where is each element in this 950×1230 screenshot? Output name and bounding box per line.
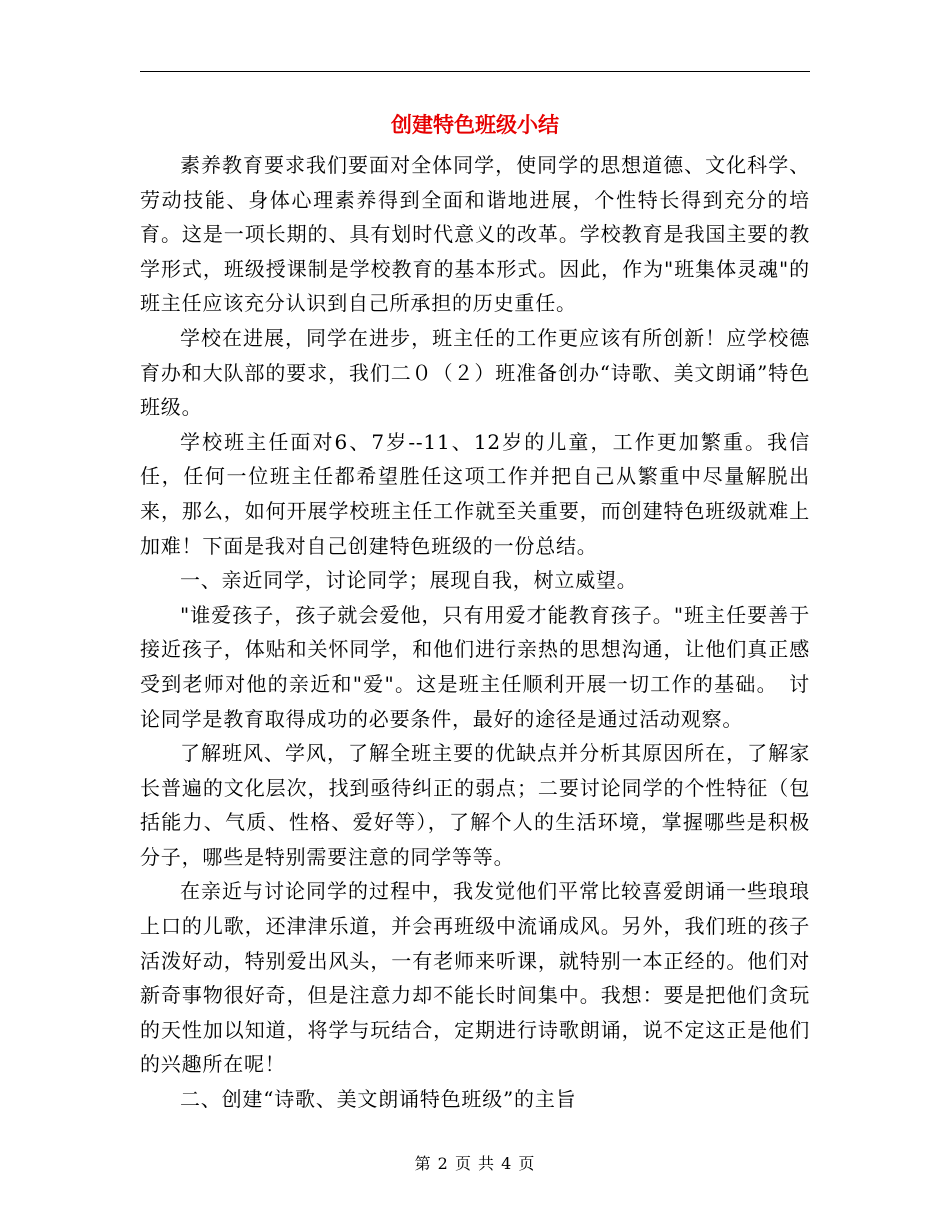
paragraph: 了解班风、学风，了解全班主要的优缺点并分析其原因所在，了解家长普遍的文化层次，找到亟待纠正的弱点；二要讨论同学的个性特征（包括能力、气质、性格、爱好等），了解个人的生活环境，掌握哪些是积极分子，哪些是特别需要注意的同学等等。 — [140, 741, 810, 869]
paragraph: 在亲近与讨论同学的过程中，我发觉他们平常比较喜爱朗诵一些琅琅上口的儿歌，还津津乐道，并会再班级中流诵成风。另外，我们班的孩子活泼好动，特别爱出风头，一有老师来听课，就特别一本正经的。他们对新奇事物很好奇，但是注意力却不能长时间集中。我想：要是把他们贪玩的天性加以知道，将学与玩结合，定期进行诗歌朗诵，说不定这正是他们的兴趣所在呢！ — [140, 879, 810, 1077]
paragraph: 学校在进展，同学在进步，班主任的工作更应该有所创新！应学校德育办和大队部的要求，我们二０（２）班准备创办“诗歌、美文朗诵”特色班级。 — [140, 325, 810, 420]
section-heading: 一、亲近同学，讨论同学；展现自我，树立威望。 — [180, 568, 638, 593]
paragraph: "谁爱孩子，孩子就会爱他，只有用爱才能教育孩子。"班主任要善于接近孩子，体贴和关怀同学，和他们进行亲热的思想沟通，让他们真正感受到老师对他的亲近和"爱"。这是班主任顺利开展一切工作的基础。 讨论同学是教育取得成功的必要条件，最好的途径是通过活动观察。 — [140, 602, 810, 731]
paragraph: 学校班主任面对6、7岁--11、12岁的儿童，工作更加繁重。我信任，任何一位班主任都希望胜任这项工作并把自己从繁重中尽量解脱出来，那么，如何开展学校班主任工作就至关重要，而创建特色班级就难上加难！下面是我对自己创建特色班级的一份总结。 — [140, 429, 810, 558]
page-number: 第 2 页 共 4 页 — [414, 1154, 536, 1173]
document-title: 创建特色班级小结 — [391, 112, 559, 137]
section-heading: 二、创建“诗歌、美文朗诵特色班级”的主旨 — [180, 1087, 577, 1112]
header-rule — [140, 71, 810, 72]
document-body — [140, 148, 810, 1117]
paragraph: 素养教育要求我们要面对全体同学，使同学的思想道德、文化科学、劳动技能、身体心理素养得到全面和谐地进展，个性特长得到充分的培育。这是一项长期的、具有划时代意义的改革。学校教育是我国主要的教学形式，班级授课制是学校教育的基本形式。因此，作为"班集体灵魂"的班主任应该充分认识到自己所承担的历史重任。 — [140, 153, 810, 316]
